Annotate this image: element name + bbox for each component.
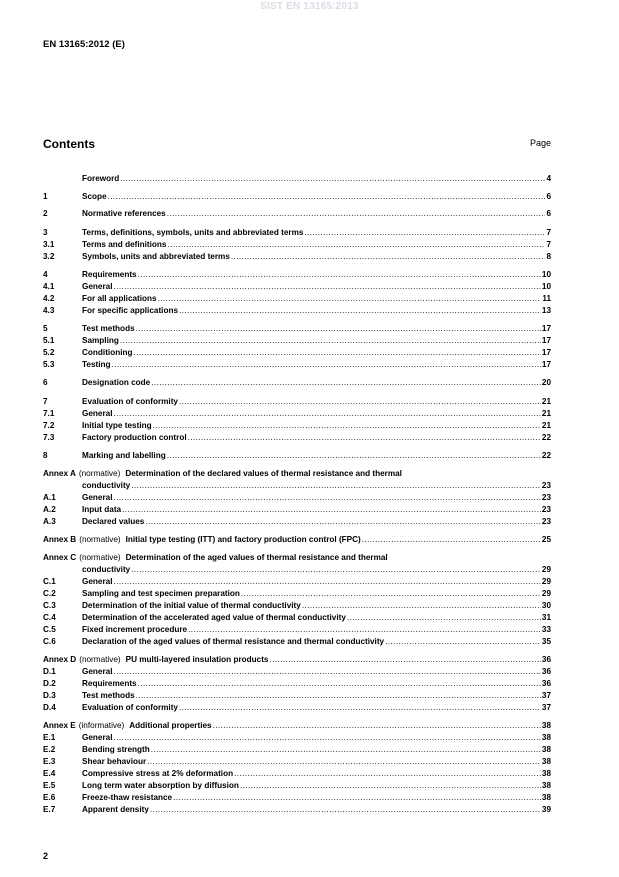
toc-entry[interactable]	[43, 408, 551, 420]
toc-page-number: 36	[541, 655, 551, 664]
toc-page-number: 6	[546, 192, 551, 201]
toc-page-number: 4	[546, 174, 551, 183]
toc-dot-leader	[136, 690, 541, 702]
toc-page-number: 38	[541, 733, 551, 742]
toc-dot-leader	[112, 359, 541, 371]
toc-annex-entry[interactable]	[43, 468, 551, 480]
toc-number: E.3	[43, 757, 56, 766]
toc-number: E.6	[43, 793, 56, 802]
toc-page-number: 29	[541, 565, 551, 574]
toc-entry[interactable]	[43, 227, 551, 239]
toc-dot-leader	[151, 744, 541, 756]
toc-title: General	[82, 409, 113, 418]
toc-number: 8	[43, 451, 48, 460]
toc-entry[interactable]	[43, 636, 551, 648]
toc-number: C.5	[43, 625, 56, 634]
toc-dot-leader	[179, 702, 541, 714]
toc-page-number: 23	[541, 517, 551, 526]
toc-number: E.2	[43, 745, 56, 754]
toc-dot-leader	[231, 251, 546, 263]
toc-entry[interactable]	[43, 396, 551, 408]
document-code: EN 13165:2012 (E)	[43, 39, 125, 50]
toc-entry[interactable]	[43, 359, 551, 371]
toc-number: 7.2	[43, 421, 55, 430]
toc-dot-leader	[114, 576, 541, 588]
toc-title: Foreword	[82, 174, 120, 183]
toc-number: 4.1	[43, 282, 55, 291]
toc-number: 4	[43, 270, 48, 279]
toc-dot-leader	[167, 450, 541, 462]
toc-title: For specific applications	[82, 306, 178, 315]
toc-dot-leader	[108, 191, 546, 203]
toc-title: General	[82, 577, 113, 586]
toc-dot-leader	[138, 678, 541, 690]
toc-annex-entry[interactable]	[43, 534, 551, 546]
toc-number: D.2	[43, 679, 56, 688]
toc-title: Designation code	[82, 378, 151, 387]
toc-entry[interactable]	[43, 804, 551, 816]
toc-page-number: 17	[541, 348, 551, 357]
toc-dot-leader	[150, 804, 541, 816]
toc-dot-leader	[151, 377, 541, 389]
toc-annex-type: (normative)	[79, 553, 121, 562]
toc-title: Initial type testing	[82, 421, 152, 430]
toc-dot-leader	[302, 600, 541, 612]
toc-title: Declaration of the aged values of thermal resistance and thermal conductivity	[82, 637, 385, 646]
toc-number: A.2	[43, 505, 56, 514]
toc-entry[interactable]	[43, 251, 551, 263]
watermark-text: SIST EN 13165:2013	[260, 1, 359, 12]
toc-dot-leader	[153, 420, 541, 432]
toc-annex-entry[interactable]	[43, 552, 551, 564]
toc-annex-label: Annex A	[43, 469, 76, 478]
toc-title: Determination of the initial value of thermal conductivity	[82, 601, 301, 610]
toc-number: C.6	[43, 637, 56, 646]
toc-title: Input data	[82, 505, 122, 514]
toc-title: Apparent density	[82, 805, 149, 814]
toc-dot-leader	[304, 227, 545, 239]
toc-entry[interactable]	[43, 678, 551, 690]
toc-title: Requirements	[82, 270, 137, 279]
toc-title: Requirements	[82, 679, 137, 688]
toc-title: Testing	[82, 360, 111, 369]
toc-dot-leader	[136, 323, 541, 335]
toc-dot-leader	[138, 269, 541, 281]
toc-entry[interactable]	[43, 281, 551, 293]
toc-entry[interactable]	[43, 792, 551, 804]
toc-number: C.2	[43, 589, 56, 598]
toc-entry[interactable]	[43, 588, 551, 600]
toc-title: Determination of the declared values of thermal resistance and thermal	[125, 469, 402, 478]
toc-dot-leader	[131, 480, 541, 492]
toc-entry[interactable]	[43, 377, 551, 389]
toc-dot-leader	[167, 239, 545, 251]
toc-number: 3.2	[43, 252, 55, 261]
toc-entry[interactable]	[43, 564, 551, 576]
toc-page-number: 35	[541, 637, 551, 646]
toc-title: Bending strength	[82, 745, 150, 754]
toc-entry[interactable]	[43, 600, 551, 612]
toc-dot-leader	[114, 492, 541, 504]
toc-dot-leader	[145, 516, 541, 528]
toc-title: Test methods	[82, 324, 135, 333]
toc-entry[interactable]	[43, 347, 551, 359]
toc-title: Evaluation of conformity	[82, 703, 178, 712]
toc-title: Long term water absorption by diffusion	[82, 781, 239, 790]
toc-title: Sampling and test specimen preparation	[82, 589, 240, 598]
toc-entry[interactable]	[43, 516, 551, 528]
toc-page-number: 38	[541, 769, 551, 778]
toc-entry[interactable]	[43, 420, 551, 432]
toc-page-number: 22	[541, 451, 551, 460]
toc-entry[interactable]	[43, 732, 551, 744]
toc-entry[interactable]	[43, 239, 551, 251]
toc-title: Normative references	[82, 209, 166, 218]
toc-page-number: 30	[541, 601, 551, 610]
toc-page-number: 38	[541, 793, 551, 802]
toc-entry[interactable]	[43, 450, 551, 462]
toc-title: Determination of the aged values of thermal resistance and thermal	[125, 553, 388, 562]
toc-page-number: 37	[541, 691, 551, 700]
toc-entry[interactable]	[43, 335, 551, 347]
toc-annex-label: Annex B	[43, 535, 77, 544]
toc-number: 4.3	[43, 306, 55, 315]
page-column-label: Page	[529, 138, 551, 148]
toc-dot-leader	[167, 208, 546, 220]
toc-dot-leader	[122, 504, 541, 516]
toc-entry[interactable]	[43, 480, 551, 492]
toc-page-number: 13	[541, 306, 551, 315]
toc-title: Terms and definitions	[82, 240, 167, 249]
toc-number: 5.2	[43, 348, 55, 357]
toc-entry[interactable]	[43, 191, 551, 203]
toc-page-number: 38	[541, 745, 551, 754]
toc-title: PU multi-layered insulation products	[125, 655, 269, 664]
toc-title: Initial type testing (ITT) and factory production control (FPC)	[125, 535, 361, 544]
toc-title: Additional properties	[129, 721, 212, 730]
toc-page-number: 29	[541, 589, 551, 598]
toc-dot-leader	[385, 636, 541, 648]
toc-title: For all applications	[82, 294, 157, 303]
toc-entry[interactable]	[43, 780, 551, 792]
toc-number: 7.3	[43, 433, 55, 442]
toc-number: D.4	[43, 703, 56, 712]
toc-number: 5	[43, 324, 48, 333]
toc-annex-label: Annex E	[43, 721, 76, 730]
toc-dot-leader	[114, 408, 541, 420]
toc-title: Sampling	[82, 336, 119, 345]
toc-title: conductivity	[82, 565, 131, 574]
toc-title: Compressive stress at 2% deformation	[82, 769, 234, 778]
toc-page-number: 17	[541, 336, 551, 345]
toc-entry[interactable]	[43, 293, 551, 305]
toc-entry[interactable]	[43, 576, 551, 588]
toc-dot-leader	[114, 666, 541, 678]
toc-annex-type: (normative)	[79, 655, 121, 664]
contents-title: Contents	[43, 137, 95, 151]
toc-page-number: 23	[541, 505, 551, 514]
toc-number: 6	[43, 378, 48, 387]
toc-dot-leader	[188, 432, 541, 444]
toc-annex-type: (informative)	[78, 721, 125, 730]
toc-dot-leader	[158, 293, 542, 305]
toc-dot-leader	[179, 305, 541, 317]
toc-page-number: 39	[541, 805, 551, 814]
toc-page-number: 31	[541, 613, 551, 622]
toc-entry[interactable]	[43, 744, 551, 756]
toc-title: Symbols, units and abbreviated terms	[82, 252, 230, 261]
toc-number: C.1	[43, 577, 56, 586]
toc-page-number: 21	[541, 421, 551, 430]
toc-number: E.7	[43, 805, 56, 814]
toc-title: Marking and labelling	[82, 451, 166, 460]
toc-title: Freeze-thaw resistance	[82, 793, 173, 802]
toc-number: E.5	[43, 781, 56, 790]
toc-page-number: 25	[541, 535, 551, 544]
toc-title: General	[82, 493, 113, 502]
toc-page-number: 29	[541, 577, 551, 586]
toc-page-number: 21	[541, 409, 551, 418]
toc-entry[interactable]	[43, 269, 551, 281]
toc-number: A.1	[43, 493, 56, 502]
toc-dot-leader	[240, 780, 541, 792]
toc-page-number: 17	[541, 360, 551, 369]
toc-page-number: 21	[541, 397, 551, 406]
toc-entry[interactable]	[43, 702, 551, 714]
toc-page-number: 20	[541, 378, 551, 387]
toc-page-number: 38	[541, 757, 551, 766]
toc-entry[interactable]	[43, 173, 551, 185]
toc-page-number: 23	[541, 493, 551, 502]
toc-number: E.1	[43, 733, 56, 742]
toc-page-number: 36	[541, 679, 551, 688]
toc-title: Shear behaviour	[82, 757, 147, 766]
toc-entry[interactable]	[43, 690, 551, 702]
toc-entry[interactable]	[43, 208, 551, 220]
toc-number: 7.1	[43, 409, 55, 418]
toc-annex-type: (normative)	[78, 469, 121, 478]
toc-annex-label: Annex D	[43, 655, 77, 664]
toc-page-number: 33	[541, 625, 551, 634]
toc-page-number: 8	[546, 252, 551, 261]
toc-dot-leader	[188, 624, 541, 636]
toc-page-number: 17	[541, 324, 551, 333]
toc-title: Test methods	[82, 691, 135, 700]
toc-entry[interactable]	[43, 305, 551, 317]
toc-title: conductivity	[82, 481, 131, 490]
toc-title: Terms, definitions, symbols, units and abbreviated terms	[82, 228, 304, 237]
toc-number: 5.3	[43, 360, 55, 369]
toc-dot-leader	[213, 720, 541, 732]
toc-entry[interactable]	[43, 432, 551, 444]
toc-title: Determination of the accelerated aged value of thermal conductivity	[82, 613, 346, 622]
toc-number: C.4	[43, 613, 56, 622]
toc-dot-leader	[120, 173, 545, 185]
toc-title: Evaluation of conformity	[82, 397, 178, 406]
toc-page-number: 38	[541, 781, 551, 790]
toc-number: 4.2	[43, 294, 55, 303]
toc-dot-leader	[133, 347, 540, 359]
toc-number: 3	[43, 228, 48, 237]
toc-page-number: 6	[546, 209, 551, 218]
toc-entry[interactable]	[43, 492, 551, 504]
toc-dot-leader	[120, 335, 541, 347]
toc-page-number: 7	[546, 240, 551, 249]
toc-annex-type: (normative)	[79, 535, 121, 544]
toc-title: Fixed increment procedure	[82, 625, 188, 634]
toc-page-number: 37	[541, 703, 551, 712]
toc-dot-leader	[147, 756, 541, 768]
toc-dot-leader	[114, 732, 541, 744]
toc-title: General	[82, 733, 113, 742]
toc-dot-leader	[347, 612, 541, 624]
toc-number: 2	[43, 209, 48, 218]
toc-entry[interactable]	[43, 624, 551, 636]
toc-dot-leader	[234, 768, 541, 780]
toc-number: 5.1	[43, 336, 55, 345]
toc-number: E.4	[43, 769, 56, 778]
toc-title: General	[82, 282, 113, 291]
toc-number: D.1	[43, 667, 56, 676]
toc-title: Declared values	[82, 517, 145, 526]
toc-dot-leader	[114, 281, 541, 293]
toc-title: Factory production control	[82, 433, 187, 442]
toc-entry[interactable]	[43, 768, 551, 780]
toc-entry[interactable]	[43, 323, 551, 335]
toc-title: Conditioning	[82, 348, 133, 357]
toc-number: 7	[43, 397, 48, 406]
toc-annex-entry[interactable]	[43, 654, 551, 666]
toc-entry[interactable]	[43, 756, 551, 768]
toc-dot-leader	[131, 564, 541, 576]
toc-page-number: 36	[541, 667, 551, 676]
toc-entry[interactable]	[43, 612, 551, 624]
toc-number: A.3	[43, 517, 56, 526]
toc-page-number: 7	[546, 228, 551, 237]
toc-page-number: 11	[542, 294, 551, 303]
toc-dot-leader	[179, 396, 541, 408]
toc-page-number: 23	[541, 481, 551, 490]
toc-number: C.3	[43, 601, 56, 610]
toc-annex-entry[interactable]	[43, 720, 551, 732]
toc-page-number: 10	[541, 282, 551, 291]
toc-entry[interactable]	[43, 666, 551, 678]
footer-page-number: 2	[43, 851, 49, 861]
toc-page-number: 22	[541, 433, 551, 442]
toc-title: Scope	[82, 192, 107, 201]
toc-page-number: 10	[541, 270, 551, 279]
toc-number: D.3	[43, 691, 56, 700]
toc-number: 3.1	[43, 240, 55, 249]
toc-dot-leader	[173, 792, 541, 804]
toc-title: General	[82, 667, 113, 676]
toc-page-number: 38	[541, 721, 551, 730]
toc-dot-leader	[269, 654, 540, 666]
toc-annex-label: Annex C	[43, 553, 77, 562]
toc-dot-leader	[362, 534, 541, 546]
toc-dot-leader	[241, 588, 541, 600]
toc-number: 1	[43, 192, 48, 201]
toc-entry[interactable]	[43, 504, 551, 516]
